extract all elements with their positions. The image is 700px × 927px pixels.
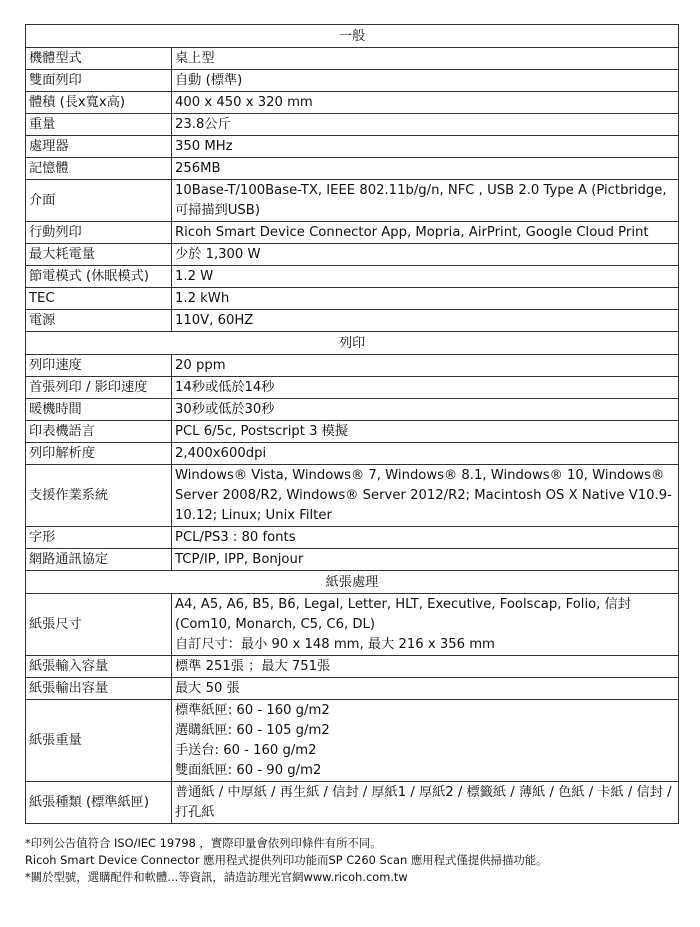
spec-label: 紙張重量 <box>26 700 172 782</box>
spec-value-line: Windows® Vista, Windows® 7, Windows® 8.1, Windows® 10, Windows® Server 2008/R2, Windows® Server 2012/R2; Macintosh OS X Native V10.9-10.12; Linux; Unix Filter <box>175 468 672 523</box>
spec-value <box>172 288 679 310</box>
spec-row <box>26 266 679 288</box>
spec-label: 體積 (長x寬x高) <box>26 92 172 114</box>
spec-row <box>26 656 679 678</box>
spec-label: 紙張尺寸 <box>26 594 172 656</box>
spec-value <box>172 310 679 332</box>
spec-row <box>26 310 679 332</box>
spec-label: 印表機語言 <box>26 421 172 443</box>
spec-value-line: Ricoh Smart Device Connector App, Mopria, AirPrint, Google Cloud Print <box>175 225 649 240</box>
spec-row <box>26 244 679 266</box>
footnote: *關於型號，選購配件和軟體...等資訊，請造訪理光官網www.ricoh.com.tw <box>25 870 408 884</box>
spec-value <box>172 399 679 421</box>
section-title: 列印 <box>26 332 679 355</box>
spec-label: 重量 <box>26 114 172 136</box>
spec-value-line: 400 x 450 x 320 mm <box>175 95 313 110</box>
section-header-row <box>26 332 679 355</box>
spec-row <box>26 48 679 70</box>
spec-value-line: 1.2 kWh <box>175 291 230 306</box>
footnotes <box>25 835 685 886</box>
spec-value <box>172 244 679 266</box>
spec-row <box>26 399 679 421</box>
spec-row <box>26 443 679 465</box>
spec-label: TEC <box>26 288 172 310</box>
spec-label: 支援作業系統 <box>26 465 172 527</box>
spec-label: 介面 <box>26 180 172 222</box>
spec-value-line: 最大 50 張 <box>175 681 240 696</box>
spec-row <box>26 527 679 549</box>
spec-value-line: 256MB <box>175 161 221 176</box>
spec-row <box>26 549 679 571</box>
spec-value-line: PCL 6/5c, Postscript 3 模擬 <box>175 424 349 439</box>
spec-label: 字形 <box>26 527 172 549</box>
spec-row <box>26 158 679 180</box>
spec-value <box>172 136 679 158</box>
spec-value-line: 23.8公斤 <box>175 117 231 132</box>
spec-label: 列印速度 <box>26 355 172 377</box>
spec-value-line: 20 ppm <box>175 358 226 373</box>
spec-row <box>26 700 679 782</box>
spec-row <box>26 136 679 158</box>
spec-label: 處理器 <box>26 136 172 158</box>
spec-label: 行動列印 <box>26 222 172 244</box>
spec-value-line: 350 MHz <box>175 139 233 154</box>
spec-label: 紙張輸入容量 <box>26 656 172 678</box>
spec-value <box>172 222 679 244</box>
spec-value <box>172 527 679 549</box>
spec-label: 網路通訊協定 <box>26 549 172 571</box>
section-title: 紙張處理 <box>26 571 679 594</box>
spec-label: 節電模式 (休眠模式) <box>26 266 172 288</box>
spec-value <box>172 377 679 399</box>
spec-value <box>172 48 679 70</box>
spec-value-line: 10Base-T/100Base-TX, IEEE 802.11b/g/n, NFC , USB 2.0 Type A (Pictbridge, 可掃描到USB) <box>175 183 667 218</box>
spec-table <box>25 24 679 824</box>
spec-row <box>26 355 679 377</box>
spec-label: 紙張輸出容量 <box>26 678 172 700</box>
spec-value-line: 標準 251張 ；最大 751張 <box>175 659 331 674</box>
spec-value <box>172 355 679 377</box>
spec-label: 紙張種類 (標準紙匣) <box>26 782 172 824</box>
spec-value <box>172 421 679 443</box>
spec-row <box>26 288 679 310</box>
spec-value <box>172 549 679 571</box>
spec-label: 暖機時間 <box>26 399 172 421</box>
spec-label: 雙面列印 <box>26 70 172 92</box>
spec-row <box>26 782 679 824</box>
spec-value-line: 1.2 W <box>175 269 214 284</box>
spec-value <box>172 782 679 824</box>
spec-value-line: 少於 1,300 W <box>175 247 261 262</box>
spec-label: 記憶體 <box>26 158 172 180</box>
section-header-row <box>26 571 679 594</box>
spec-row <box>26 70 679 92</box>
spec-row <box>26 114 679 136</box>
section-header-row <box>26 25 679 48</box>
spec-value-line: 標準紙匣: 60 - 160 g/m2 <box>175 703 330 718</box>
section-title: 一般 <box>26 25 679 48</box>
footnote: *印列公告值符合 ISO/IEC 19798 ，實際印量會依列印條件有所不同。 <box>25 836 382 850</box>
spec-value-line: 普通紙 / 中厚紙 / 再生紙 / 信封 / 厚紙1 / 厚紙2 / 標籤紙 / 薄紙 / 色紙 / 卡紙 / 信封 / 打孔紙 <box>175 785 672 820</box>
spec-label: 電源 <box>26 310 172 332</box>
spec-value-line: 30秒或低於30秒 <box>175 402 275 417</box>
spec-value-line: 自動 (標準) <box>175 73 243 88</box>
spec-value-line: PCL/PS3 : 80 fonts <box>175 530 296 545</box>
spec-value-line: 手送台: 60 - 160 g/m2 <box>175 743 317 758</box>
spec-label: 最大耗電量 <box>26 244 172 266</box>
spec-value-line: 雙面紙匣: 60 - 90 g/m2 <box>175 763 322 778</box>
spec-value-line: 14秒或低於14秒 <box>175 380 275 395</box>
spec-value-line: 桌上型 <box>175 51 215 66</box>
spec-row <box>26 377 679 399</box>
spec-row <box>26 92 679 114</box>
spec-label: 首張列印 / 影印速度 <box>26 377 172 399</box>
spec-row <box>26 421 679 443</box>
spec-row <box>26 180 679 222</box>
spec-value <box>172 114 679 136</box>
spec-value-line: 自訂尺寸：最小 90 x 148 mm, 最大 216 x 356 mm <box>175 637 495 652</box>
spec-value-line: A4, A5, A6, B5, B6, Legal, Letter, HLT, Executive, Foolscap, Folio, 信封 (Com10, Monarch, C5, C6, DL) <box>175 597 631 632</box>
spec-value <box>172 92 679 114</box>
spec-value-line: 選購紙匣: 60 - 105 g/m2 <box>175 723 330 738</box>
spec-value-line: 110V, 60HZ <box>175 313 254 328</box>
spec-value <box>172 180 679 222</box>
spec-value-line: TCP/IP, IPP, Bonjour <box>175 552 304 567</box>
spec-value <box>172 700 679 782</box>
spec-row <box>26 222 679 244</box>
spec-label: 列印解析度 <box>26 443 172 465</box>
spec-value <box>172 656 679 678</box>
spec-value <box>172 70 679 92</box>
spec-row <box>26 465 679 527</box>
spec-value <box>172 443 679 465</box>
spec-value <box>172 465 679 527</box>
spec-value <box>172 678 679 700</box>
spec-row <box>26 678 679 700</box>
spec-value-line: 2,400x600dpi <box>175 446 267 461</box>
footnote: Ricoh Smart Device Connector 應用程式提供列印功能而SP C260 Scan 應用程式僅提供掃描功能。 <box>25 853 548 867</box>
spec-value <box>172 594 679 656</box>
spec-value <box>172 158 679 180</box>
spec-label: 機體型式 <box>26 48 172 70</box>
spec-row <box>26 594 679 656</box>
spec-value <box>172 266 679 288</box>
